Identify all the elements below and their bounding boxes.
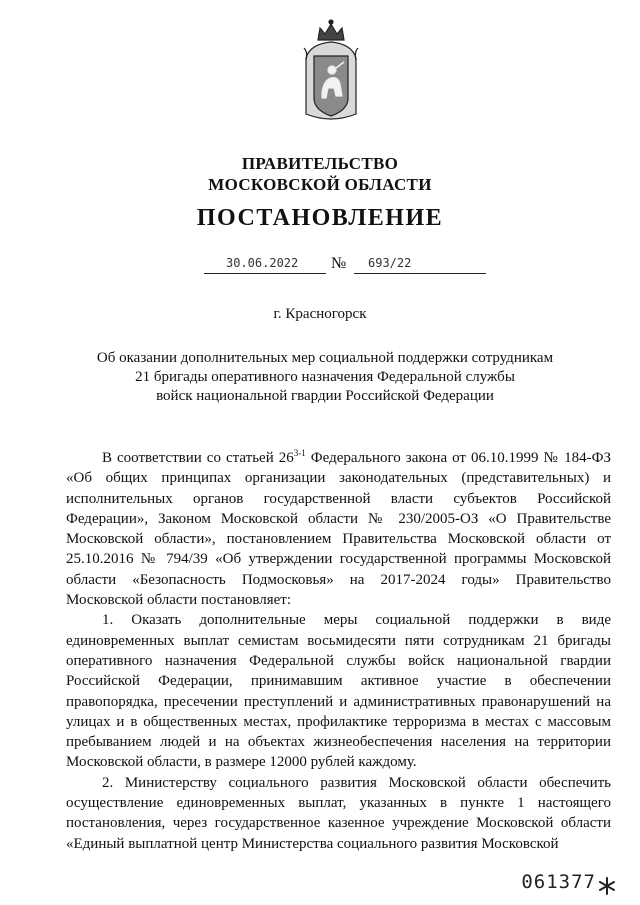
- subject-line1: Об оказании дополнительных мер социальной поддержки сотрудникам: [96, 350, 554, 366]
- subject-line2: 21 бригады оперативного назначения Федеральной службы: [135, 369, 515, 385]
- organization-name-line2: МОСКОВСКОЙ ОБЛАСТИ: [208, 175, 432, 194]
- city-line: г. Красногорск: [273, 306, 367, 322]
- asterisk-icon: [597, 876, 617, 896]
- subject-line3: войск национальной гвардии Российской Федерации: [156, 388, 494, 404]
- document-subject: [80, 349, 570, 406]
- document-type-title: ПОСТАНОВЛЕНИЕ: [196, 205, 444, 231]
- serial-number: 061377: [521, 871, 596, 893]
- date-field: [204, 255, 326, 274]
- organization-name-line1: ПРАВИТЕЛЬСТВО: [241, 154, 399, 173]
- document-body: [66, 448, 611, 854]
- clause-2-paragraph: 2. Министерству социального развития Московской области обеспечить осуществление единовременных выплат, указанных в пункте 1 настоящего постановления, через государственное казенное учреждение Московской области «Единый выплатной центр Министерства социального развития Московской: [66, 774, 611, 852]
- number-field: [354, 255, 486, 274]
- preamble-text-start: В соответствии со статьей 26: [102, 450, 294, 466]
- document-date: 30.06.2022: [226, 256, 299, 270]
- preamble-paragraph: [66, 448, 611, 610]
- document-number: 693/22: [368, 256, 412, 270]
- number-sign: №: [331, 255, 347, 272]
- date-number-row: [0, 255, 640, 279]
- preamble-text-rest: Федерального закона от 06.10.1999 № 184-ФЗ «Об общих принципах организации законодательных (представительных) и исполнительных органов государственной власти субъектов Российской Федерации», Законом Московской области № 230/2005-ОЗ «О Правительстве Московской области», постановлением Правительства Московской области от 25.10.2016 № 794/39 «Об утверждении государственной программы Московской области «Безопасность Подмосковья» на 2017-2024 годы» Правительство Московской области постановляет:: [66, 450, 611, 609]
- clause-1-paragraph: 1. Оказать дополнительные меры социальной поддержки в виде единовременных выплат семистам восьмидесяти пяти сотрудникам 21 бригады оперативного назначения Федеральной службы войск национальной гвардии Российской Федерации, принимавшим активное участие в обеспечении правопорядка, пресечении преступлений и административных правонарушений на улицах и в общественных местах, профилактике терроризма в местах с массовым пребыванием людей и на объектах жизнеобеспечения населения на территории Московской области, в размере 12000 рублей каждому.: [66, 612, 611, 771]
- article-superscript: 3-1: [293, 448, 306, 458]
- coat-of-arms-icon: [300, 18, 362, 126]
